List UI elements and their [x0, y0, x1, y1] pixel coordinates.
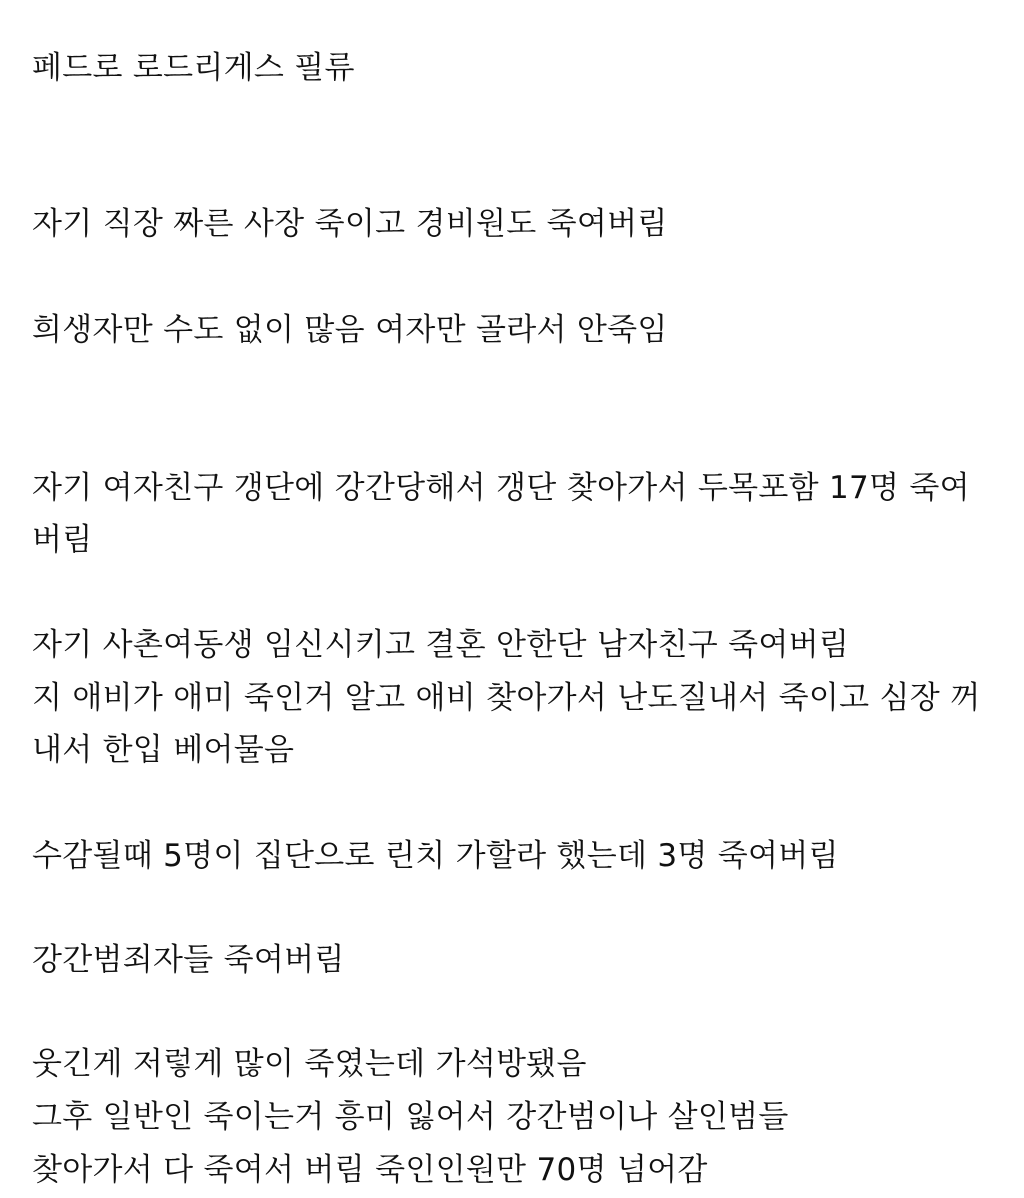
document-title: 페드로 로드리게스 필류: [32, 50, 355, 86]
text-line: 내서 한입 베어물음: [32, 732, 295, 768]
text-line: 그후 일반인 죽이는거 흥미 잃어서 강간범이나 살인범들: [32, 1099, 789, 1135]
text-line: 자기 직장 짜른 사장 죽이고 경비원도 죽여버림: [32, 206, 668, 242]
text-line: 자기 여자친구 갱단에 강간당해서 갱단 찾아가서 두목포함 17명 죽여: [32, 470, 970, 506]
text-line: 희생자만 수도 없이 많음 여자만 골라서 안죽임: [32, 312, 668, 348]
text-line: 지 애비가 애미 죽인거 알고 애비 찾아가서 난도질내서 죽이고 심장 꺼: [32, 680, 981, 716]
text-line: 수감될때 5명이 집단으로 린치 가할라 했는데 3명 죽여버림: [32, 838, 839, 874]
text-line: 찾아가서 다 죽여서 버림 죽인인원만 70명 넘어감: [32, 1152, 708, 1188]
text-line: 자기 사촌여동생 임신시키고 결혼 안한단 남자친구 죽여버림: [32, 627, 850, 663]
text-line: 강간범죄자들 죽여버림: [32, 942, 345, 978]
text-line: 웃긴게 저렇게 많이 죽였는데 가석방됐음: [32, 1046, 587, 1082]
text-line: 버림: [32, 522, 93, 558]
